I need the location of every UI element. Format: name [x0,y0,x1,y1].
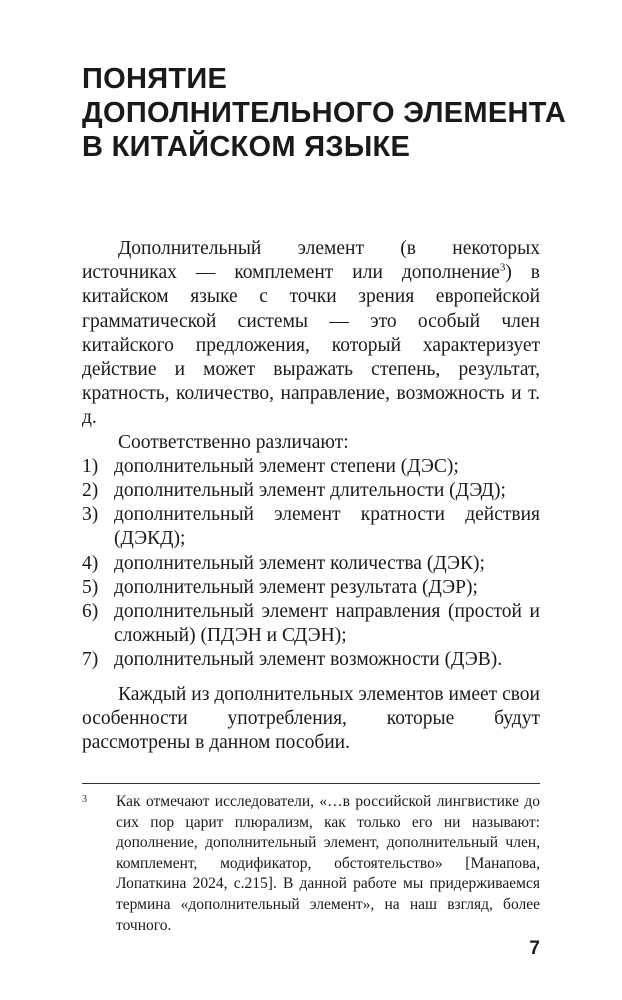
footnote-reference[interactable]: 3 [499,261,506,274]
list-item-text: дополнительный элемент длительности (ДЭД); [114,480,506,502]
footnote-mark: 3 [82,794,87,805]
list-item-number: 6) [82,601,99,623]
list-item [82,648,540,672]
footnote [82,792,540,936]
page-number: 7 [529,938,540,959]
chapter-title-line-2: ДОПОЛНИТЕЛЬНОГО ЭЛЕМЕНТА [82,97,567,129]
list-item-text: дополнительный элемент степени (ДЭС); [114,455,459,477]
chapter-title-line-1: ПОНЯТИЕ [82,63,228,95]
footnote-divider [82,783,540,784]
complement-types-list [82,455,540,673]
list-item-number: 4) [82,552,99,574]
paragraph-gap [82,673,540,683]
list-item-text: дополнительный элемент возможности (ДЭВ). [114,649,503,671]
list-item [82,503,540,551]
list-item-number: 3) [82,504,99,526]
main-text [82,237,540,755]
list-item-number: 7) [82,649,99,671]
list-item-text: дополнительный элемент направления (простой и сложный) (ПДЭН и СДЭН); [114,601,540,647]
list-item-number: 1) [82,455,99,477]
intro-text-start: Дополнительный элемент (в некоторых источниках — комплемент или дополнение [82,238,540,284]
intro-paragraph [82,237,540,431]
list-item-text: дополнительный элемент кратности действия (ДЭКД); [114,504,540,550]
list-item-text: дополнительный элемент результата (ДЭР); [114,576,478,598]
chapter-title-line-3: В КИТАЙСКОМ ЯЗЫКЕ [82,131,411,163]
list-item [82,479,540,503]
list-item [82,600,540,648]
footnote-text: Как отмечают исследователи, «…в российской лингвистике до сих пор царит плюрализм, как только его ни называют: дополнение, дополнительный элемент, дополнительный член, комплемент, модификатор, обстоятельство» [Манапова, Лопаткина 2024, с.215]. В данной работе мы придерживаемся термина «дополнительный элемент», на наш взгляд, более точного. [116,793,540,934]
list-item-text: дополнительный элемент количества (ДЭК); [114,552,485,574]
intro-text-end: ) в китайском языке с точки зрения европейской грамматической системы — это особый член китайского предложения, который характеризует действие и может выражать степень, результат, кратность, количество, направление, возможность и т. д. [82,262,541,429]
list-item [82,576,540,600]
closing-paragraph: Каждый из дополнительных элементов имеет свои особенности употребления, которые будут рассмотрены в данном пособии. [82,683,540,754]
list-item [82,552,540,576]
list-item-number: 5) [82,576,99,598]
list-item-number: 2) [82,480,99,502]
list-item [82,455,540,479]
chapter-title [82,62,567,164]
list-lead-paragraph: Соответственно различают: [118,431,349,453]
